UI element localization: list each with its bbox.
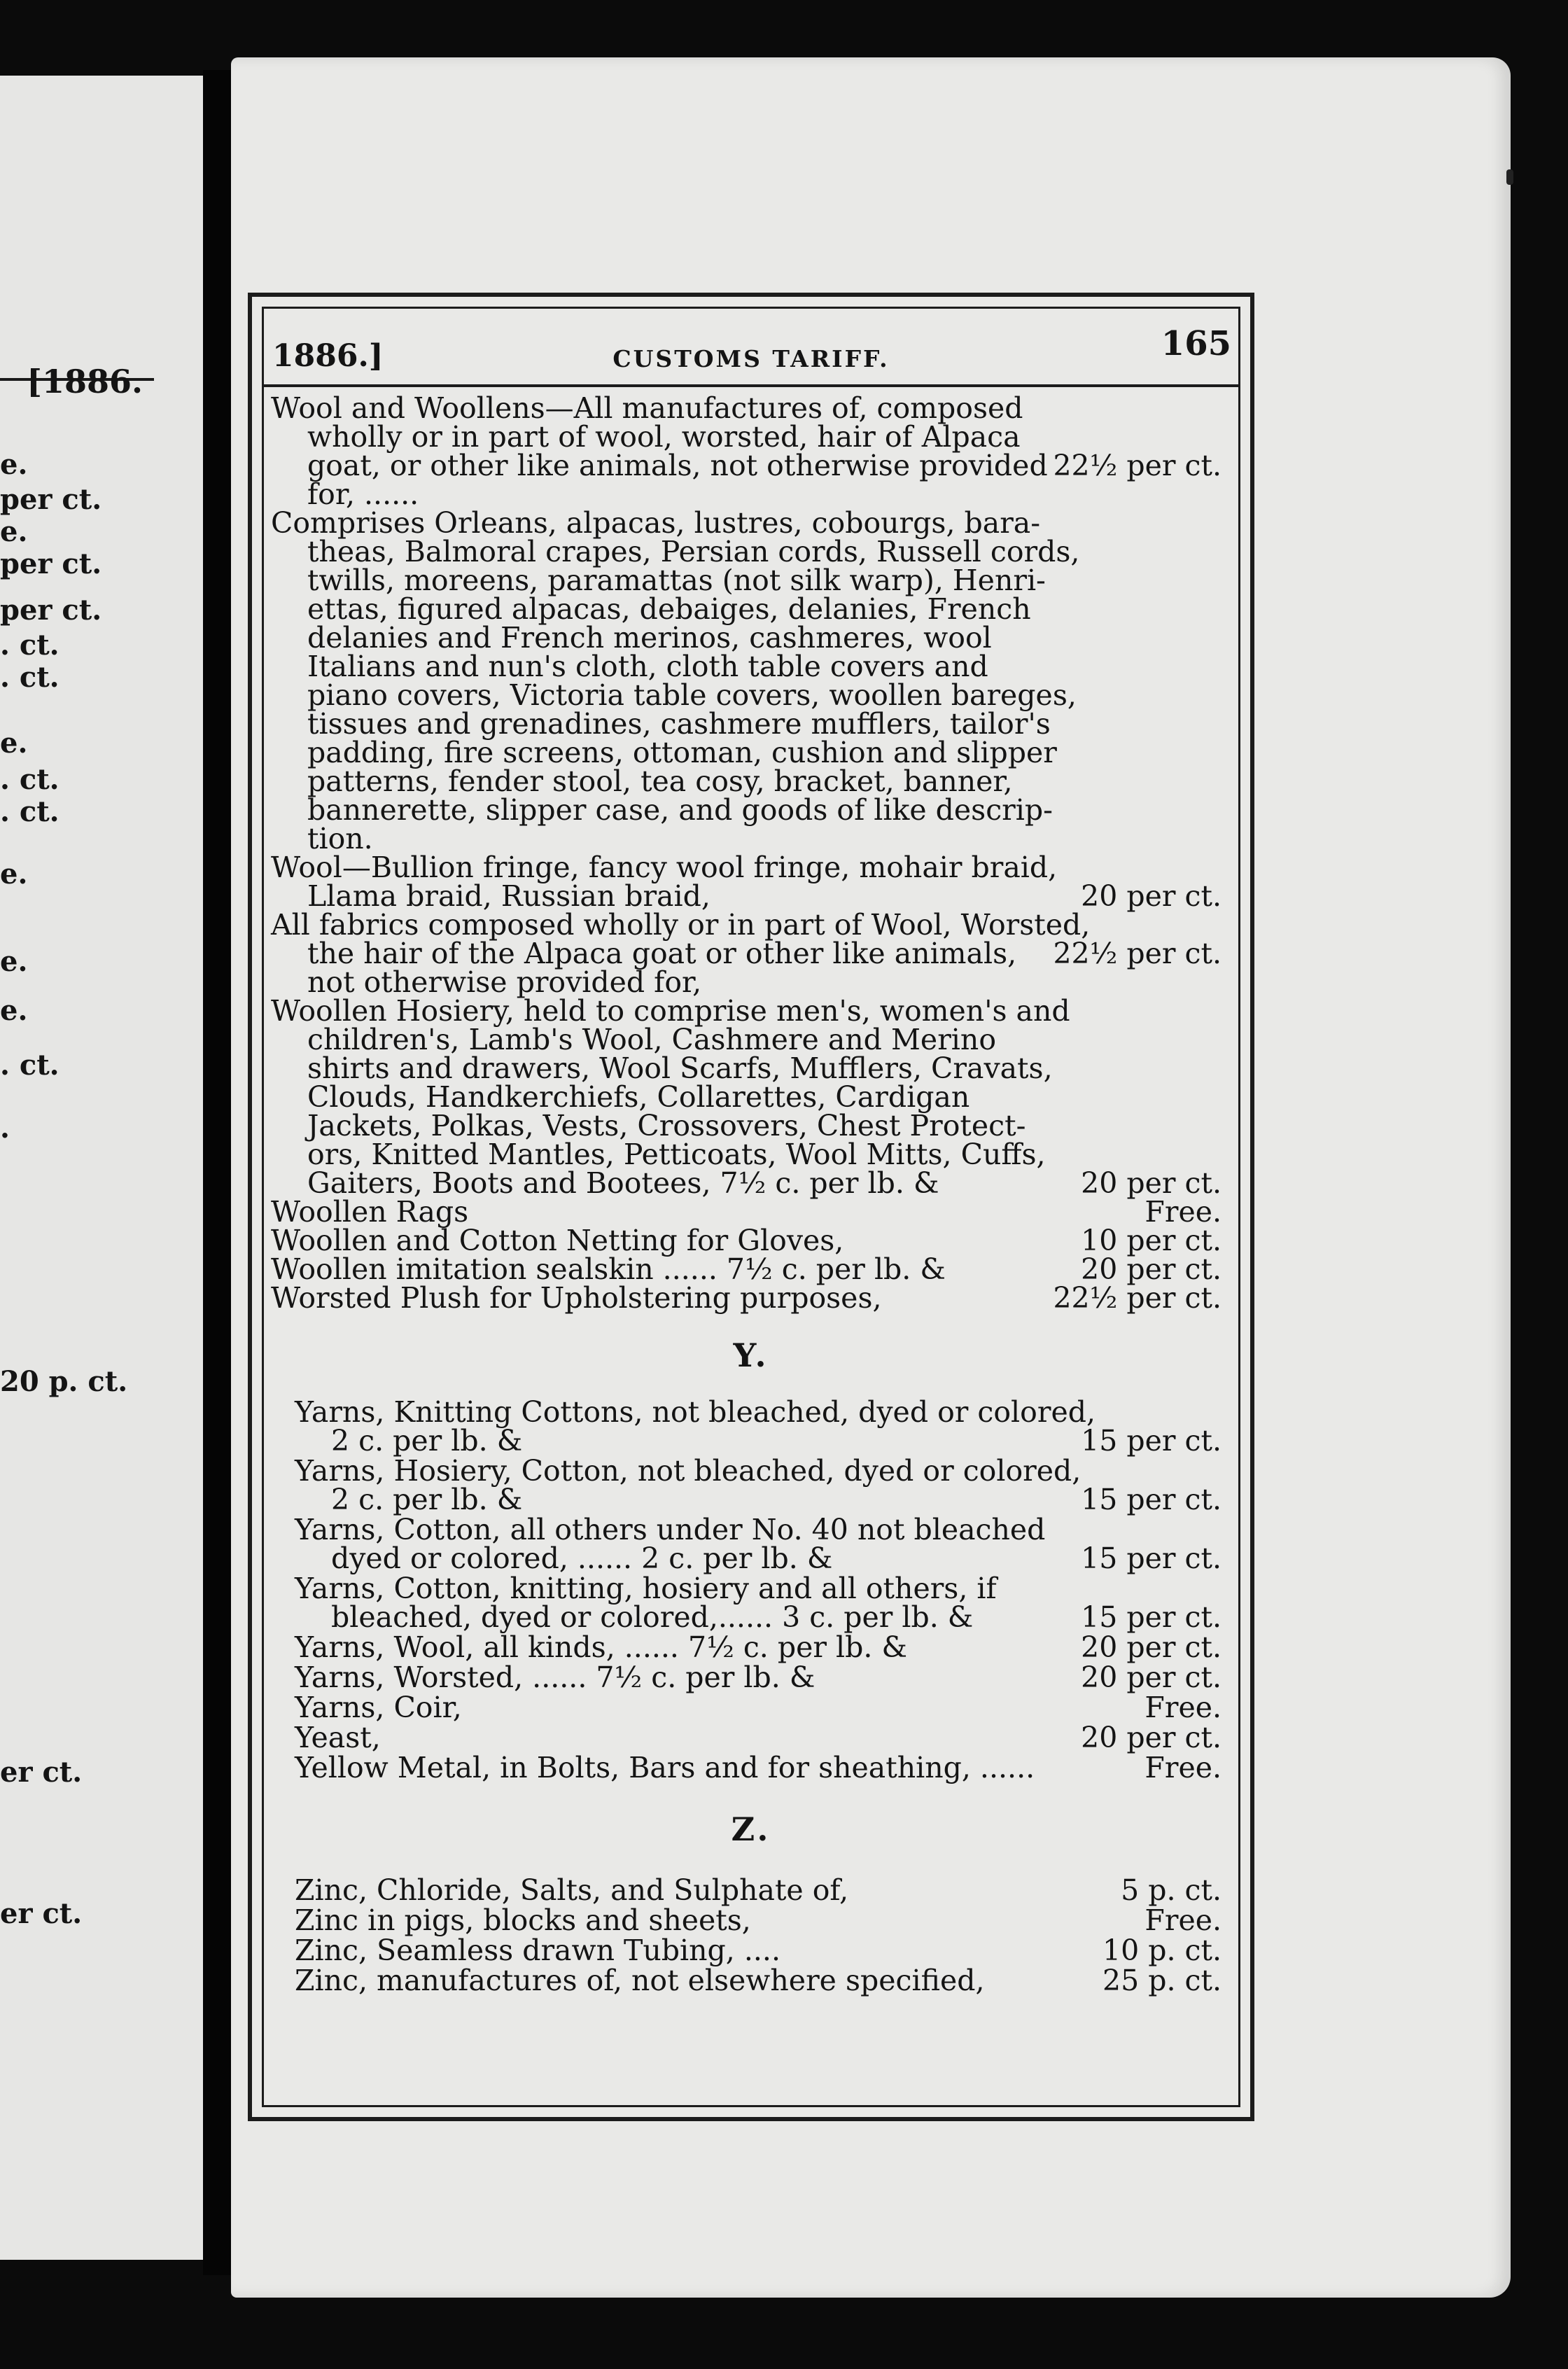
tariff-entry <box>295 1513 1238 1575</box>
entry-rate: 22½ per ct. <box>1053 449 1222 482</box>
entry-line: Wool—Bullion fringe, fancy wool fringe, mohair braid, <box>271 851 1058 884</box>
page-frame <box>248 293 1254 2121</box>
tariff-entry <box>271 1195 1238 1229</box>
book-spine <box>203 70 232 2275</box>
tariff-entry <box>295 1903 1238 1937</box>
entry-rate: 20 per ct. <box>1081 1252 1222 1286</box>
entry-rate: Free. <box>1144 1691 1222 1724</box>
left-page-rate: . ct. <box>0 629 59 662</box>
tariff-entry <box>271 1224 1238 1257</box>
entry-line: Yeast, <box>295 1721 381 1754</box>
left-page-rate: e. <box>0 515 28 548</box>
entry-rate: Free. <box>1144 1751 1222 1784</box>
entry-line: bannerette, slipper case, and goods of like descrip- <box>307 793 1053 827</box>
left-page-rate: per ct. <box>0 547 102 580</box>
entry-line: Yarns, Coir, <box>295 1691 462 1724</box>
entry-line: the hair of the Alpaca goat or other like animals, <box>307 937 1017 970</box>
entry-line: tissues and grenadines, cashmere mufflers, tailor's <box>307 707 1051 741</box>
left-page-rate: e. <box>0 994 28 1027</box>
entry-rate: 20 per ct. <box>1081 1721 1222 1754</box>
tariff-entry <box>271 1252 1238 1286</box>
entries-y <box>295 1395 1238 1784</box>
entry-rate: Free. <box>1144 1903 1222 1937</box>
left-page <box>0 76 207 2260</box>
entry-line: 2 c. per lb. & <box>331 1483 523 1516</box>
entry-rate: 10 p. ct. <box>1102 1934 1222 1967</box>
entry-rate: 20 per ct. <box>1081 1630 1222 1664</box>
entry-line: ors, Knitted Mantles, Petticoats, Wool Mitts, Cuffs, <box>307 1138 1046 1171</box>
entry-line: Woollen and Cotton Netting for Gloves, <box>271 1224 844 1257</box>
entry-line: Wool and Woollens—All manufactures of, composed <box>271 391 1023 425</box>
entry-line: wholly or in part of wool, worsted, hair of Alpaca <box>307 420 1021 454</box>
page-number: 165 <box>1161 324 1231 363</box>
left-page-rate: . ct. <box>0 661 59 694</box>
entry-rate: 25 p. ct. <box>1102 1964 1222 1997</box>
left-page-rate: . ct. <box>0 763 59 796</box>
entry-line: ettas, figured alpacas, debaiges, delanies, French <box>307 592 1031 626</box>
entry-line: tion. <box>307 822 373 855</box>
left-page-rate: . <box>0 1112 10 1145</box>
entry-line: Italians and nun's cloth, cloth table covers and <box>307 650 988 683</box>
tariff-entry <box>271 853 1238 911</box>
entries-w <box>271 391 1238 1315</box>
page-frame-inner <box>262 307 1240 2107</box>
tariff-entry <box>271 908 1238 999</box>
left-page-year: [1886. <box>27 363 143 400</box>
entry-rate: 15 per ct. <box>1081 1424 1222 1458</box>
entry-line: Yarns, Hosiery, Cotton, not bleached, dyed or colored, <box>295 1454 1082 1488</box>
entry-line: Woollen Rags <box>271 1195 469 1229</box>
left-page-rate: er ct. <box>0 1897 83 1930</box>
left-page-rate: e. <box>0 945 28 978</box>
entry-rate: 5 p. ct. <box>1121 1873 1222 1907</box>
entry-line: shirts and drawers, Wool Scarfs, Mufflers, Cravats, <box>307 1051 1053 1085</box>
entry-rate: 20 per ct. <box>1081 1166 1222 1200</box>
entry-line: Yarns, Worsted, ...... 7½ c. per lb. & <box>295 1661 816 1694</box>
tariff-entry <box>295 1395 1238 1458</box>
tariff-entry <box>271 391 1238 511</box>
left-page-rate: 20 p. ct. <box>0 1365 128 1398</box>
entry-line: dyed or colored, ...... 2 c. per lb. & <box>331 1542 833 1575</box>
tariff-entry <box>295 1630 1238 1664</box>
entry-line: Zinc in pigs, blocks and sheets, <box>295 1903 751 1937</box>
tariff-entry <box>295 1574 1238 1632</box>
entry-rate: 15 per ct. <box>1081 1483 1222 1516</box>
entry-line: twills, moreens, paramattas (not silk warp), Henri- <box>307 564 1046 597</box>
tariff-entry <box>295 1936 1238 1965</box>
entry-line: piano covers, Victoria table covers, woollen bareges, <box>307 678 1077 712</box>
tariff-entry <box>295 1663 1238 1692</box>
entry-line: Zinc, Seamless drawn Tubing, .... <box>295 1934 780 1967</box>
entry-line: Clouds, Handkerchiefs, Collarettes, Cardigan <box>307 1080 970 1114</box>
entry-line: Yarns, Cotton, all others under No. 40 not bleached <box>295 1513 1046 1546</box>
entry-line: Zinc, Chloride, Salts, and Sulphate of, <box>295 1873 849 1907</box>
entry-line: not otherwise provided for, <box>307 965 702 999</box>
entry-line: Comprises Orleans, alpacas, lustres, cobourgs, bara- <box>271 506 1041 540</box>
entry-line: Yarns, Knitting Cottons, not bleached, dyed or colored, <box>295 1395 1096 1429</box>
header-rule <box>264 384 1238 387</box>
entry-line: Yarns, Cotton, knitting, hosiery and all others, if <box>295 1572 997 1605</box>
left-page-rate: e. <box>0 858 28 890</box>
header-year: 1886.] <box>272 338 384 374</box>
entry-line: Woollen imitation sealskin ...... 7½ c. per lb. & <box>271 1252 946 1286</box>
entry-line: Yarns, Wool, all kinds, ...... 7½ c. per lb. & <box>295 1630 907 1664</box>
left-page-rates <box>0 76 196 2260</box>
entry-rate: 10 per ct. <box>1081 1224 1222 1257</box>
entry-line: Worsted Plush for Upholstering purposes, <box>271 1281 882 1315</box>
entry-rate: 22½ per ct. <box>1053 937 1222 970</box>
entry-rate: Free. <box>1144 1195 1222 1229</box>
left-page-rate: er ct. <box>0 1756 83 1789</box>
tariff-entry <box>295 1454 1238 1516</box>
left-page-rate: e. <box>0 727 28 760</box>
section-heading-y: Y. <box>733 1336 769 1374</box>
entry-line: Zinc, manufactures of, not elsewhere specified, <box>295 1964 985 1997</box>
left-page-rate: per ct. <box>0 483 102 516</box>
entry-line: delanies and French merinos, cashmeres, wool <box>307 621 992 655</box>
entry-line: All fabrics composed wholly or in part of Wool, Worsted, <box>271 908 1091 942</box>
tariff-entry <box>295 1873 1238 1907</box>
entry-line: Woollen Hosiery, held to comprise men's, women's and <box>271 994 1070 1028</box>
entry-line: for, ...... <box>307 477 419 511</box>
tariff-entry <box>295 1693 1238 1722</box>
section-heading-z: Z. <box>731 1810 771 1848</box>
left-page-rate: per ct. <box>0 594 102 627</box>
page-speck <box>1506 169 1513 185</box>
entry-line: Yellow Metal, in Bolts, Bars and for sheathing, ...... <box>295 1751 1035 1784</box>
left-page-rate: . ct. <box>0 795 59 828</box>
tariff-entry <box>295 1966 1238 1995</box>
entry-line: bleached, dyed or colored,...... 3 c. per lb. & <box>331 1600 974 1634</box>
tariff-entry <box>271 994 1238 1200</box>
tariff-entry <box>295 1751 1238 1784</box>
entries-z <box>295 1873 1238 1997</box>
entry-rate: 15 per ct. <box>1081 1542 1222 1575</box>
tariff-entry <box>271 1281 1238 1315</box>
entry-line: children's, Lamb's Wool, Cashmere and Merino <box>307 1023 996 1056</box>
tariff-body <box>264 391 1238 1997</box>
entry-line: patterns, fender stool, tea cosy, bracket, banner, <box>307 764 1013 798</box>
header-title: CUSTOMS TARIFF. <box>612 345 890 372</box>
entry-line: theas, Balmoral crapes, Persian cords, Russell cords, <box>307 535 1080 568</box>
entry-line: Jackets, Polkas, Vests, Crossovers, Chest Protect- <box>307 1109 1026 1142</box>
tariff-entry <box>295 1721 1238 1754</box>
entry-rate: 20 per ct. <box>1081 1661 1222 1694</box>
entry-rate: 15 per ct. <box>1081 1600 1222 1634</box>
entry-rate: 20 per ct. <box>1081 879 1222 913</box>
entry-line: padding, fire screens, ottoman, cushion and slipper <box>307 736 1057 769</box>
tariff-entry <box>271 506 1238 855</box>
left-page-rate: e. <box>0 448 28 481</box>
entry-line: Llama braid, Russian braid, <box>307 879 710 913</box>
entry-line: Gaiters, Boots and Bootees, 7½ c. per lb. & <box>307 1166 939 1200</box>
left-page-rate: . ct. <box>0 1049 59 1082</box>
entry-line: goat, or other like animals, not otherwise provided <box>307 449 1048 482</box>
entry-rate: 22½ per ct. <box>1053 1281 1222 1315</box>
entry-line: 2 c. per lb. & <box>331 1424 523 1458</box>
